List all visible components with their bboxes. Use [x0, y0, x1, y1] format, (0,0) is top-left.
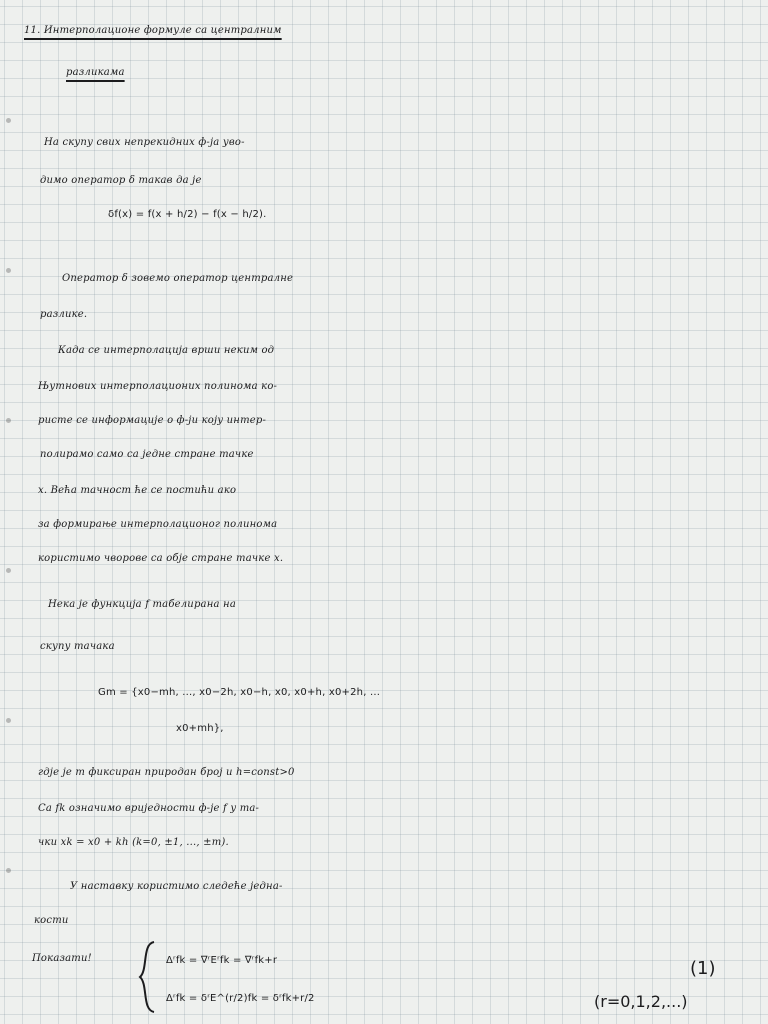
- text-line-18: кости: [34, 915, 69, 926]
- text-line-5: Када се интерполација врши неким од: [58, 345, 275, 356]
- text-line-15: Са fk означимо вриједности ф-је f у та-: [38, 803, 260, 814]
- title-line-1: 11. Интерполационе формуле са централним: [24, 25, 282, 36]
- text-line-16: чки xk = x0 + kh (k=0, ±1, ..., ±m).: [38, 837, 229, 848]
- text-line-2: димо оператор δ такав да је: [40, 175, 202, 186]
- text-line-6: Њутнових интерполационих полинома ко-: [38, 381, 278, 392]
- text-line-11: користимо чворове са обје стране тачке x.: [38, 553, 284, 564]
- text-line-9: x. Већа тачност ће се постићи ако: [38, 485, 237, 496]
- text-line-3: Оператор δ зовемо оператор централне: [62, 273, 294, 284]
- text-line-17: У наставку користимо следеће једна-: [70, 881, 283, 892]
- title-line-2: разликама: [66, 67, 125, 78]
- text-line-10: за формирање интерполационог полинома: [38, 519, 278, 530]
- text-line-14: гдје је m фиксиран природан број и h=const>0: [38, 767, 295, 778]
- text-line-1: На скупу свих непрекидних ф-ја уво-: [44, 137, 245, 148]
- text-line-13: скупу тачака: [40, 641, 115, 652]
- equation-1-number: (1): [690, 958, 716, 979]
- equation-2-condition: (r=0,1,2,...): [594, 992, 688, 1011]
- system-brace: [136, 940, 158, 1014]
- text-line-4: разлике.: [40, 309, 88, 320]
- text-line-12: Нека је функција f табелирана на: [48, 599, 236, 610]
- equation-2: Δʳfk = δʳE^(r/2)fk = δʳfk+r/2: [166, 993, 315, 1004]
- formula-delta-definition: δf(x) = f(x + h/2) − f(x − h/2).: [108, 209, 267, 220]
- text-line-8: полирамо само са једне стране тачке: [40, 449, 254, 460]
- side-label-show: Показати!: [32, 953, 92, 964]
- formula-set-gm-line-2: x0+mh},: [176, 723, 224, 734]
- formula-set-gm-line-1: Gm = {x0−mh, ..., x0−2h, x0−h, x0, x0+h, x0+2h, ...: [98, 687, 381, 698]
- equation-1: Δʳfk = ∇ʳEʳfk = ∇ʳfk+r: [166, 955, 278, 966]
- text-line-7: ристе се информације о ф-ји коју интер-: [38, 415, 267, 426]
